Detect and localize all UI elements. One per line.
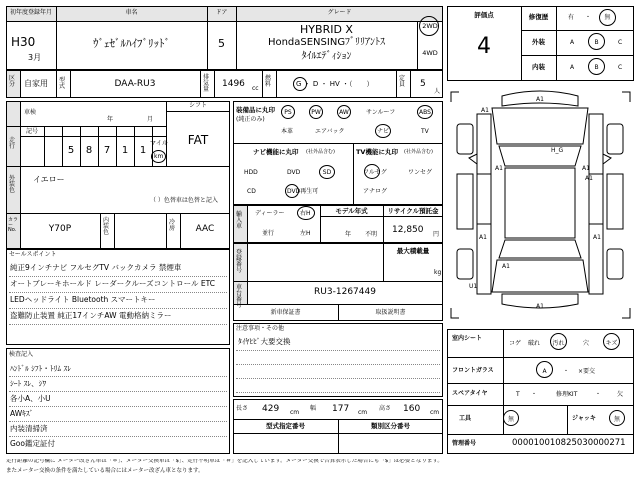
seat-hole: 穴 xyxy=(583,340,590,347)
model-year-label: モデル年式 xyxy=(335,207,368,215)
equip-navi: ナビ xyxy=(376,128,389,135)
exterior-grade-a: A xyxy=(570,39,575,46)
mileage-mile-label: マイル xyxy=(150,140,168,147)
front-glass-replace: ×要交 xyxy=(578,368,596,375)
equip-airbag: エアバック xyxy=(315,128,345,135)
recycle-label: リサイクル預託金 xyxy=(387,207,439,215)
diagram-mark-11: H_G xyxy=(551,147,564,154)
diagram-mark-5: A1 xyxy=(585,175,593,182)
inspector-line-2: ｼｰﾄ ｽﾚ、ｼﾜ xyxy=(10,379,47,388)
inspector-line-1: ﾊﾝﾄﾞﾙ ｼﾌﾄ・ﾄﾘﾑ ｽﾚ xyxy=(10,364,72,373)
category-label: 類別区分番号 xyxy=(371,422,410,430)
diagram-roof xyxy=(505,168,575,238)
jack-value: 無 xyxy=(613,416,620,423)
diagram-left-panel xyxy=(457,174,473,229)
diagram-mark-2: A1 xyxy=(481,107,489,114)
equipment-label: 装備品に丸印 xyxy=(236,106,275,114)
height-value: 160 xyxy=(403,404,421,414)
diagram-mark-1: A1 xyxy=(536,96,544,103)
repair-yes: 有 xyxy=(568,14,575,21)
sales-point-3: LEDヘッドライト Bluetooth スマートキー xyxy=(10,295,156,304)
diagram-right-panel xyxy=(607,174,623,229)
reg-date-label: 初年度登録年月 xyxy=(9,9,52,16)
footer-note-2: またメーター交換の条件を満たしている場合にはメーター改ざん車となります。 xyxy=(6,468,204,474)
equip-abs: ABS xyxy=(419,109,431,116)
score-label: 評価点 xyxy=(474,11,494,19)
mileage-digit-3: 7 xyxy=(103,145,111,156)
nav-cd: CD xyxy=(247,188,256,195)
spare-kit: 修理KIT xyxy=(556,391,578,398)
ac-value: AAC xyxy=(195,224,215,234)
side-label: 区分 xyxy=(9,75,16,88)
diagram-mark-10: U1 xyxy=(469,283,478,290)
seat-scratch: キズ xyxy=(605,340,618,347)
recycle-value: 12,850 xyxy=(392,225,424,235)
equipment-sublabel: (純正のみ) xyxy=(236,116,265,123)
displacement-value: 1496 xyxy=(222,79,245,89)
tools-label: 工具 xyxy=(459,415,472,422)
equip-tv: TV xyxy=(421,128,429,135)
equip-aw: AW xyxy=(339,109,349,116)
diagram-wheel-fl xyxy=(457,124,473,154)
width-value: 177 xyxy=(332,404,350,414)
new-car-warranty: 新車保証書 xyxy=(270,309,301,316)
notes-block xyxy=(233,323,443,397)
inspector-line-5: 内装清掃済 xyxy=(10,424,48,433)
recycle-yen: 円 xyxy=(433,231,440,238)
capacity-label: 定員 xyxy=(399,75,406,88)
car-damage-diagram xyxy=(447,84,634,326)
grade-line-3: ﾀｲﾙｴﾃﾞｨｼｮﾝ xyxy=(301,51,352,62)
sales-points-label: セールスポイント xyxy=(9,251,57,258)
import-lhd: 左H xyxy=(300,230,311,237)
inspection-month-label: 月 xyxy=(147,116,154,123)
reg-number-label: 登録番号 xyxy=(236,249,243,274)
grade-label: グレード xyxy=(327,9,352,16)
front-glass-label: フロントガラス xyxy=(452,367,494,374)
exterior-color-value: イエロー xyxy=(33,175,65,184)
interior-grade-label: 内装 xyxy=(532,63,545,71)
nav-dvd: DVD xyxy=(287,169,301,176)
seat-burn: コゲ xyxy=(509,340,522,347)
management-number: 000010010825030000271 xyxy=(512,438,626,448)
type-cert-label: 型式指定番号 xyxy=(266,422,305,430)
interior-seat-label: 室内シート xyxy=(452,335,483,342)
registration-month: 3月 xyxy=(28,53,42,62)
repair-history-label: 修復歴 xyxy=(528,13,549,21)
shift-label: シフト xyxy=(188,102,207,109)
drive-2wd: 2WD xyxy=(422,22,438,30)
owners-manual: 取扱説明書 xyxy=(375,309,406,316)
footer-note-1: 走行距離の記号欄に メーター改ざん車は「＊」、メーター交換車は「$」、走行不明車は「＃」を記入しています。メーター交換で合算表示した場合にも「$」は必要となります。 xyxy=(6,459,443,464)
fuel-selected-circle xyxy=(293,77,307,91)
length-label: 長さ xyxy=(236,405,249,412)
max-load-unit: kg xyxy=(434,269,442,276)
inspection-year-label: 年 xyxy=(107,116,114,123)
car-name-label: 車名 xyxy=(125,9,138,16)
repair-no: 無 xyxy=(604,14,611,21)
shift-value: FAT xyxy=(187,133,209,147)
color-code-label: カラーNo. xyxy=(8,217,19,233)
inspector-line-4: AWｷｽﾞ xyxy=(10,409,34,418)
registration-era: H30 xyxy=(11,35,36,49)
fuel-label: 燃料 xyxy=(265,75,272,88)
nav-dvd-play: DVD再生可 xyxy=(287,188,319,195)
height-label: 高さ xyxy=(379,405,392,412)
capacity-unit: 人 xyxy=(434,88,441,95)
type-label: 型式 xyxy=(59,77,66,90)
seat-stain: 汚れ xyxy=(552,340,565,347)
length-unit: cm xyxy=(290,409,300,416)
model-year-year: 年 xyxy=(345,231,352,238)
seat-tear: 破れ xyxy=(528,340,541,347)
equip-ps: PS xyxy=(284,109,292,116)
diagram-mark-9: A1 xyxy=(536,303,544,310)
import-label: 輸入車 xyxy=(236,211,243,230)
diagram-hood xyxy=(492,108,588,144)
tv-analog: アナログ xyxy=(363,188,388,195)
diagram-left-side xyxy=(477,114,491,294)
diagram-wheel-fr xyxy=(607,124,623,154)
jack-label: ジャッキ xyxy=(572,415,596,422)
score-value: 4 xyxy=(477,34,491,59)
chassis-number: RU3-1267449 xyxy=(314,287,376,297)
equip-leather: 本革 xyxy=(281,128,294,135)
capacity-value: 5 xyxy=(420,79,426,89)
diagram-mark-7: A1 xyxy=(593,234,601,241)
equip-sunroof: サンルーフ xyxy=(366,109,396,116)
tv-fullseg: フルセグ xyxy=(363,169,387,176)
notes-label: 注意事項・その他 xyxy=(236,325,285,332)
management-number-label: 管理番号 xyxy=(452,440,477,447)
tv-sub: (社外品含む) xyxy=(404,149,433,155)
door-count: 5 xyxy=(218,37,225,50)
diagram-mark-6: A1 xyxy=(479,234,487,241)
ac-label: 冷房 xyxy=(169,219,176,232)
spare-tire-label: スペアタイヤ xyxy=(452,390,488,397)
tv-oneseg: ワンセグ xyxy=(408,169,433,176)
width-label: 幅 xyxy=(310,405,317,412)
inspector-label: 検査記入 xyxy=(9,351,34,358)
mileage-digit-5: 1 xyxy=(139,145,147,156)
tv-title: TV機能に丸印 xyxy=(356,148,398,156)
inspection-label: 車検 xyxy=(24,109,37,116)
import-dealer: ディーラー xyxy=(255,210,285,217)
mileage-digit-2: 8 xyxy=(85,145,93,156)
nav-title: ナビ機能に丸印 xyxy=(253,148,299,156)
spare-t: T xyxy=(516,391,520,398)
sales-point-4: 盗難防止装置 純正17インチAW 電動格納ミラー xyxy=(10,311,172,320)
front-glass-a: A xyxy=(542,368,547,375)
use-type: 自家用 xyxy=(24,79,48,88)
inspector-line-6: Goo鑑定証付 xyxy=(10,439,55,448)
interior-grade-b: B xyxy=(594,64,599,71)
interior-grade-a: A xyxy=(570,64,575,71)
diagram-right-side xyxy=(589,114,603,294)
equip-pw: PW xyxy=(311,109,321,116)
notes-value: ﾀｲﾔﾋﾋﾞ大要交換 xyxy=(238,337,291,346)
mileage-label: 走行 xyxy=(9,137,16,150)
inspector-line-3: 各小A、小U xyxy=(10,394,51,403)
length-value: 429 xyxy=(262,404,280,414)
diagram-wheel-rr xyxy=(607,249,623,279)
exterior-color-label: 外装色 xyxy=(9,175,16,194)
sales-point-2: オートブレーキホールド レーダークルーズコントロール ETC xyxy=(10,279,215,288)
interior-grade-c: C xyxy=(618,64,623,71)
mileage-symbol-label: 記号 xyxy=(25,128,38,135)
sales-point-1: 純正9インチナビ フルセグTV バックカメラ 禁煙車 xyxy=(10,263,182,272)
diagram-mark-8: A1 xyxy=(502,263,510,270)
diagram-mark-3: A1 xyxy=(495,165,503,172)
import-parallel: 並行 xyxy=(262,230,275,237)
spare-sep-2: ・ xyxy=(595,391,602,398)
displacement-unit: cc xyxy=(252,85,259,92)
diagram-wheel-rl xyxy=(457,249,473,279)
car-name: ｳﾞｪｾﾞﾙﾊｲﾌﾞﾘｯﾄﾞ xyxy=(93,37,170,50)
grade-line-1: HYBRID X xyxy=(300,23,353,36)
color-code-value: Y70P xyxy=(48,224,72,234)
diagram-rear-glass xyxy=(499,240,581,258)
exterior-grade-c: C xyxy=(618,39,623,46)
max-load-label: 最大積載量 xyxy=(396,247,430,255)
diagram-mark-4: A1 xyxy=(582,165,590,172)
door-label: ドア xyxy=(215,9,228,16)
front-glass-sep: ・ xyxy=(563,368,570,375)
fuel-options: G ・ D ・ HV ・（ ） xyxy=(296,80,374,88)
mileage-digit-1: 5 xyxy=(67,145,75,156)
diagram-windshield xyxy=(499,146,581,166)
grade-line-2: HondaSENSINGﾌﾞﾘﾘｱﾝﾄｽ xyxy=(267,37,386,48)
displacement-label: 排気量 xyxy=(203,74,210,93)
import-rhd: 右H xyxy=(300,210,311,217)
exterior-grade-b: B xyxy=(594,39,599,46)
height-unit: cm xyxy=(430,409,440,416)
spare-sep-1: ・ xyxy=(531,391,538,398)
nav-sub: (社外品含む) xyxy=(306,149,335,155)
spare-missing: 欠 xyxy=(617,391,624,398)
nav-sd: SD xyxy=(322,169,332,176)
mileage-km-label: km xyxy=(154,153,164,160)
model-code: DAA-RU3 xyxy=(114,79,156,89)
width-unit: cm xyxy=(358,409,368,416)
nav-hdd: HDD xyxy=(244,169,258,176)
color-change-note: （ ）色替車は色替と記入 xyxy=(150,197,218,204)
exterior-grade-label: 外装 xyxy=(532,38,545,46)
mileage-digit-4: 1 xyxy=(121,145,129,156)
model-year-unknown: 不明 xyxy=(365,231,378,238)
repair-sep: ・ xyxy=(585,14,592,21)
interior-color-label: 内装色 xyxy=(103,217,110,236)
drive-4wd: 4WD xyxy=(422,49,438,57)
tools-value: 無 xyxy=(507,416,514,423)
chassis-label: 車台番号 xyxy=(236,284,243,309)
